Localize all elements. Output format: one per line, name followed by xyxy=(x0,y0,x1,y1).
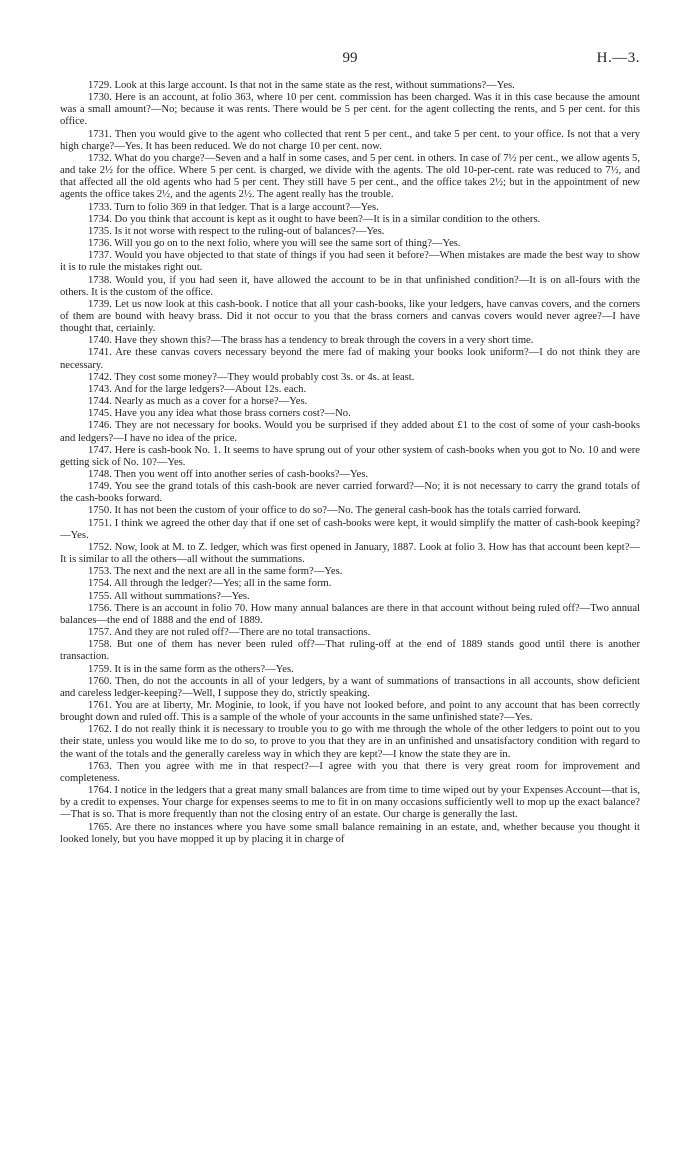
testimony-paragraph: 1751. I think we agreed the other day that if one set of cash-books were kept, it would simplify the matter of cash-book keeping?—Yes. xyxy=(60,517,640,541)
testimony-paragraph: 1735. Is it not worse with respect to the ruling-out of balances?—Yes. xyxy=(88,225,385,237)
testimony-paragraph: 1746. They are not necessary for books. Would you be surprised if they added about £1 to the cost of some of your cash-books and ledgers?—I have no idea of the price. xyxy=(60,420,640,444)
testimony-paragraph: 1752. Now, look at M. to Z. ledger, which was first opened in January, 1887. Look at folio 3. How has that account been kept?—It is similar to all the others—all without the summations. xyxy=(60,541,640,566)
testimony-paragraph: 1756. There is an account in folio 70. How many annual balances are there in that account without being ruled off?—Two annual balances—the end of 1888 and the end of 1889. xyxy=(60,602,640,626)
page-number: 99 xyxy=(342,50,358,66)
testimony-paragraph: 1738. Would you, if you had seen it, have allowed the account to be in that unfinished condition?—It is on all-fours with the others. It is the custom of the office. xyxy=(60,274,640,298)
testimony-paragraph: 1744. Nearly as much as a cover for a horse?—Yes. xyxy=(88,396,308,408)
testimony-paragraph: 1749. You see the grand totals of this cash-book are never carried forward?—No; it is not necessary to carry the grand totals of the cash-books forward. xyxy=(60,481,640,505)
testimony-paragraph: 1761. You are at liberty, Mr. Moginie, to look, if you have not looked before, and point to any account that has been correctly brought down and ruled off. This is a sample of the whole of your accounts in the same unfinished state?—Yes. xyxy=(60,699,640,724)
testimony-paragraph: 1734. Do you think that account is kept as it ought to have been?—It is in a similar condition to the others. xyxy=(88,213,541,225)
testimony-paragraph: 1755. All without summations?—Yes. xyxy=(88,590,250,602)
testimony-paragraph: 1745. Have you any idea what those brass corners cost?—No. xyxy=(88,408,351,420)
testimony-paragraph: 1729. Look at this large account. Is that not in the same state as the rest, without summations?—Yes. xyxy=(88,80,515,91)
testimony-paragraph: 1754. All through the ledger?—Yes; all in the same form. xyxy=(88,578,332,590)
sheet-reference: H.—3. xyxy=(596,50,640,66)
testimony-paragraph: 1753. The next and the next are all in the same form?—Yes. xyxy=(88,566,343,578)
testimony-paragraph: 1757. And they are not ruled off?—There are no total transactions. xyxy=(88,627,371,639)
testimony-paragraph: 1742. They cost some money?—They would probably cost 3s. or 4s. at least. xyxy=(88,371,415,383)
testimony-paragraph: 1743. And for the large ledgers?—About 12s. each. xyxy=(88,383,307,395)
testimony-paragraph: 1750. It has not been the custom of your office to do so?—No. The general cash-book has the totals carried forward. xyxy=(88,505,581,517)
testimony-paragraph: 1733. Turn to folio 369 in that ledger. That is a large account?—Yes. xyxy=(88,201,379,213)
testimony-paragraph: 1737. Would you have objected to that state of things if you had seen it before?—When mistakes are made the best way to show it is to rule the mistakes right out. xyxy=(60,250,640,274)
testimony-paragraph: 1763. Then you agree with me in that respect?—I agree with you that there is very great room for improvement and completeness. xyxy=(60,760,640,784)
testimony-paragraph: 1748. Then you went off into another series of cash-books?—Yes. xyxy=(88,469,369,480)
testimony-paragraph: 1762. I do not really think it is necessary to trouble you to go with me through the whole of the other ledgers to point out to you their state, unless you would like me to do so, to prove to you that they are in an unfinished and unsatisfactory condition with regard to the want of the totals and the generally careless way in which they are kept?—I know the state they are in. xyxy=(60,724,640,760)
testimony-paragraph: 1741. Are these canvas covers necessary beyond the mere fad of making your books look uniform?—I do not think they are necessary. xyxy=(60,347,640,371)
testimony-paragraph: 1731. Then you would give to the agent who collected that rent 5 per cent., and take 5 per cent. to your office. Is not that a very high charge?—Yes. It has been reduced. We do not charge 10 per cent. now. xyxy=(60,128,640,152)
testimony-paragraph: 1765. Are there no instances where you have some small balance remaining in an estate, and, whether because you thought it looked lonely, but you have mopped it up by placing it in charge of xyxy=(60,821,640,845)
testimony-paragraph: 1760. Then, do not the accounts in all of your ledgers, by a want of summations of transactions in all accounts, show deficient and careless ledger-keeping?—Well, I suppose they do, strictly speaking. xyxy=(60,675,640,699)
testimony-paragraph: 1758. But one of them has never been ruled off?—That ruling-off at the end of 1889 stands good until there is another transaction. xyxy=(60,639,640,663)
testimony-paragraph: 1732. What do you charge?—Seven and a half in some cases, and 5 per cent. in others. In case of 7½ per cent., we allow agents 5, and take 2½ for the office. Where 5 per cent. is charged, we divide with the agents. The old 10-per-cent. rate was reduced to 7½, and that affected all the old agents who had 5 per cent. They still have 5 per cent., and the office takes 2½; but in the appointment of new agents the office takes 2½, and the agents 2½. The agent really has the trouble. xyxy=(60,152,640,201)
testimony-paragraph: 1739. Let us now look at this cash-book. I notice that all your cash-books, like your ledgers, have canvas covers, and the corners of them are bound with heavy brass. Did it not occur to you that the brass corners and canvas covers would never agree?—I have thought that, certainly. xyxy=(60,298,640,335)
testimony-paragraph: 1740. Have they shown this?—The brass has a tendency to break through the covers in a very short time. xyxy=(88,335,534,347)
body-text xyxy=(60,80,640,846)
testimony-paragraph: 1759. It is in the same form as the others?—Yes. xyxy=(88,663,294,675)
testimony-paragraph: 1730. Here is an account, at folio 363, where 10 per cent. commission has been charged. Was it in this case because the amount was a small amount?—No; because it was rents. There would be 5 per cent. for the agent collecting the rents, and 5 per cent. for this office. xyxy=(60,92,640,128)
testimony-paragraph: 1764. I notice in the ledgers that a great many small balances are from time to time wiped out by your Expenses Account—that is, by a credit to expenses. Your charge for expenses seems to me to fit in on many occasions sufficiently well to mop up the exact balance?—That is so. That is more frequently than not the closing entry of an estate. Our charge is generally the last. xyxy=(60,785,640,821)
testimony-paragraph: 1747. Here is cash-book No. 1. It seems to have sprung out of your other system of cash-books when you got to No. 10 and were getting sick of No. 10?—Yes. xyxy=(60,444,640,468)
page-header xyxy=(60,50,640,72)
testimony-paragraph: 1736. Will you go on to the next folio, where you will see the same sort of thing?—Yes. xyxy=(88,238,461,250)
